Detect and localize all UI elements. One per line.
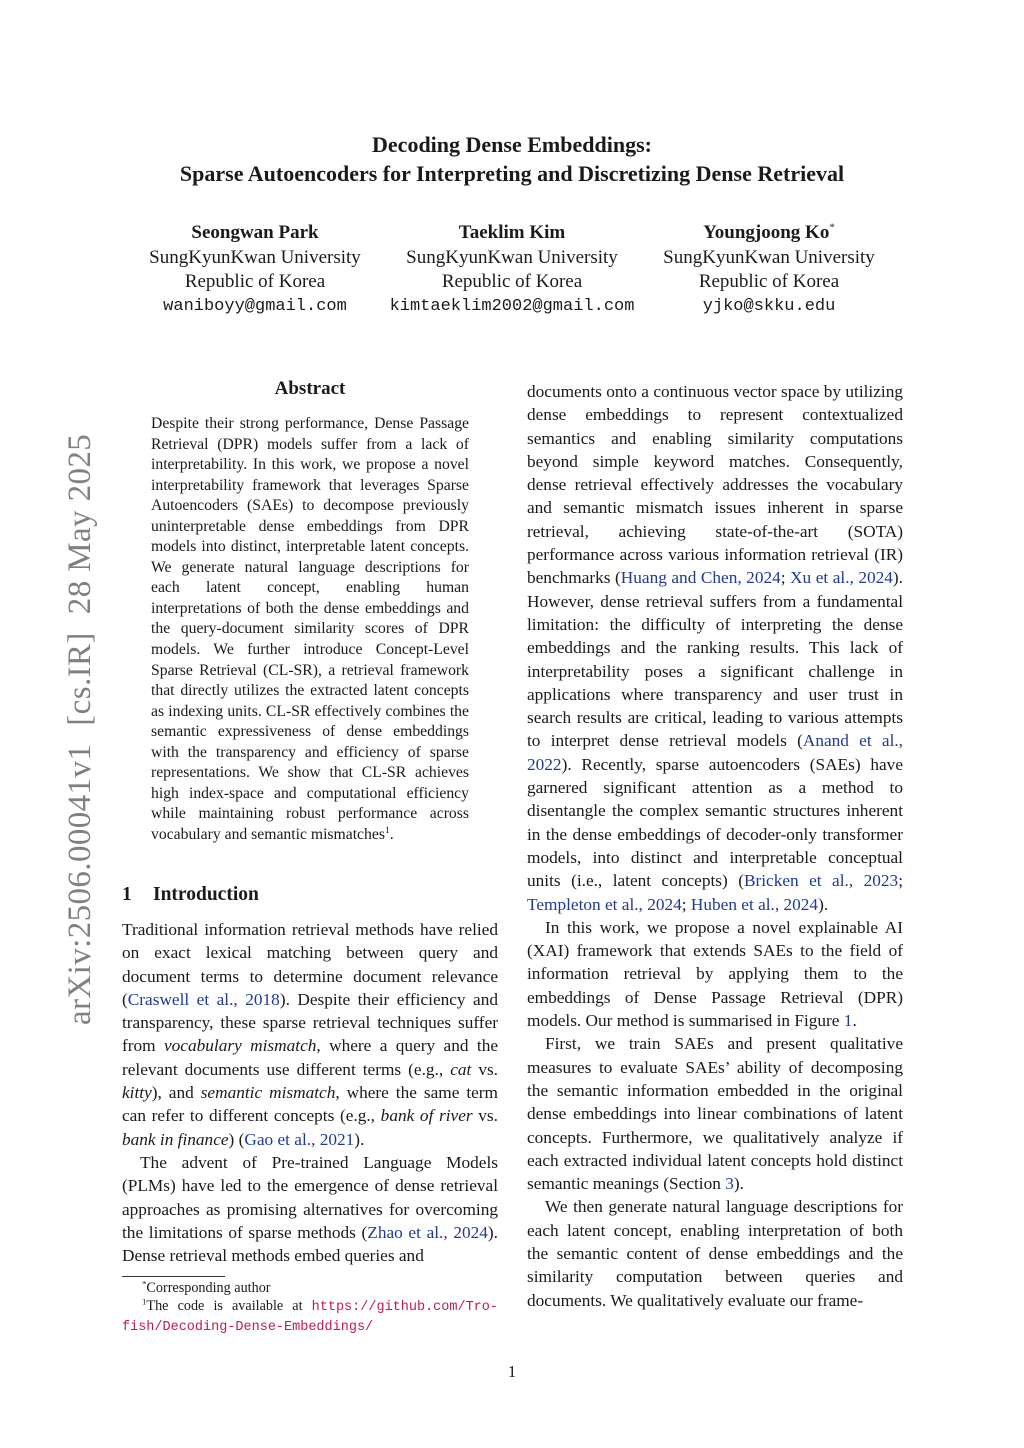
emphasis: semantic mismatch [200, 1083, 336, 1103]
author-country: Republic of Korea [698, 271, 840, 292]
text: ). Dense retrieval methods embed queries and [122, 1222, 498, 1266]
author-country: Republic of Korea [184, 271, 326, 292]
paragraph [527, 916, 903, 1032]
author-affiliation: SungKyunKwan University [149, 246, 361, 268]
footnote-corresponding [122, 1279, 498, 1297]
text: , where the same term can refer to different concepts (e.g., [122, 1083, 499, 1126]
abstract-end: . [389, 825, 394, 843]
footnote-mark: * [142, 1278, 147, 1289]
paragraph [527, 380, 903, 916]
abstract-heading: Abstract [274, 378, 346, 399]
citation-link[interactable]: Craswell et al., 2018 [127, 989, 280, 1009]
citation-link[interactable]: Anand et al., 2022 [527, 731, 904, 774]
paragraph [527, 1195, 903, 1311]
text: The advent of Pre-trained Language Models (PLMs) have led to the emergence of dense retrieval approaches as promising alternatives for overcoming the limitations of sparse methods ( [122, 1152, 498, 1242]
text: ) ( [228, 1129, 245, 1149]
author-3 [639, 221, 899, 319]
abstract-text: Despite their strong performance, Dense Passage Retrieval (DPR) models suffer from a lack of interpretability. In this work, we propose a novel interpretability framework that leverages Sparse Autoencoders (SAEs) to decompose previously uninterpretable dense embeddings from DPR models into distinct, interpretable latent concepts. We generate natural language descriptions for each latent concept, enabling human interpretations of both the dense embeddings and the query-document similarity scores of DPR models. We further introduce Concept-Level Sparse Retrieval (CL-SR), a retrieval framework that directly utilizes the extracted latent concepts as indexing units. CL-SR effectively combines the semantic expressiveness of dense embeddings with the transparency and efficiency of sparse representations. We show that CL-SR achieves high index-space and computational efficiency while maintaining robust performance across vocabulary and semantic mismatches [151, 415, 469, 843]
text: ). [733, 1174, 744, 1194]
emphasis: vocabulary mismatch [164, 1036, 317, 1056]
text: ; [681, 894, 691, 914]
arxiv-category: [cs.IR] [62, 632, 98, 726]
arxiv-id: arXiv:2506.00041v1 [62, 743, 98, 1025]
arxiv-sidebar-stamp [62, 416, 99, 1025]
emphasis: cat [450, 1059, 472, 1079]
author-affiliation: SungKyunKwan University [663, 246, 875, 268]
citation-link[interactable]: Xu et al., 2024 [790, 568, 893, 588]
arxiv-date: 28 May 2025 [62, 433, 98, 615]
code-url-link[interactable]: https://github.com/Tro-fish/Decoding-Dense-Embeddings/ [122, 1300, 498, 1335]
author-email[interactable]: kimtaeklim2002@gmail.com [389, 296, 635, 316]
text: ; [898, 871, 903, 891]
text: In this work, we propose a novel explainable AI (XAI) framework that extends SAEs to the field of information retrieval by applying them to the embeddings of Dense Passage Retrieval (DPR) models. Our method is summarised in Figure [527, 917, 903, 1031]
text: First, we train SAEs and present qualitative measures to evaluate SAEs’ ability of decomposing the semantic information embedded in the original dense embeddings into linear combinations of latent concepts. Furthermore, we qualitatively analyze if each extracted individual latent concepts hold distinct semantic meanings (Section [527, 1034, 903, 1194]
text: Traditional information retrieval methods have relied on exact lexical matching between query and document terms to determine document relevance ( [122, 920, 498, 1009]
author-affiliation: SungKyunKwan University [406, 246, 618, 268]
paper-title [0, 130, 1024, 188]
text: , where a query and the relevant documents use different terms (e.g., [122, 1036, 498, 1079]
left-column [122, 918, 498, 1267]
section-number: 1 [122, 884, 132, 905]
footnote-text: Corresponding author [146, 1280, 271, 1296]
footnote-mark: 1 [142, 1296, 147, 1307]
author-name: Taeklim Kim [458, 222, 566, 243]
citation-link[interactable]: Huben et al., 2024 [690, 894, 819, 914]
right-column [527, 380, 903, 1312]
text: ). Recently, sparse autoencoders (SAEs) have garnered significant attention as a method to disentangle the complex semantic structures inherent in the dense embeddings of decoder-only transformer models, into distinct and interpretable conceptual units (i.e., latent concepts) ( [527, 754, 903, 891]
footnote-text: The code is available at [146, 1298, 312, 1314]
text: documents onto a continuous vector space by utilizing dense embeddings to represent contextualized semantics and enabling similarity computations beyond simple keyword matches. Consequently, dense retrieval effectively addresses the vocabulary and semantic mismatch issues inherent in sparse retrieval, achieving state-of-the-art (SOTA) performance across various information retrieval (IR) benchmarks ( [527, 382, 903, 588]
title-line-2: Sparse Autoencoders for Interpreting and Discretizing Dense Retrieval [179, 161, 845, 186]
citation-link[interactable]: Huang and Chen, 2024 [620, 568, 781, 588]
text: We then generate natural language descriptions for each latent concept, enabling interpretation of both the semantic content of dense embeddings and the similarity computation between queries and documents. We qualitatively evaluate our frame- [527, 1197, 903, 1310]
section-heading-introduction [122, 884, 259, 906]
section-title: Introduction [153, 884, 259, 905]
author-name: Youngjoong Ko [703, 222, 830, 243]
emphasis: bank in finance [122, 1129, 229, 1149]
section-ref-link[interactable]: 3 [725, 1174, 734, 1194]
text: vs. [471, 1059, 499, 1079]
author-2 [382, 221, 642, 319]
paragraph [122, 1151, 498, 1267]
footnote-divider [122, 1276, 225, 1277]
text: ; [780, 568, 791, 588]
author-name: Seongwan Park [191, 222, 319, 243]
page-number: 1 [507, 1362, 517, 1381]
citation-link[interactable]: Templeton et al., 2024 [527, 894, 682, 914]
citation-link[interactable]: Bricken et al., 2023 [743, 871, 899, 891]
text: ). Despite their efficiency and transparency, these sparse retrieval techniques suffer from [122, 989, 499, 1056]
author-email[interactable]: yjko@skku.edu [702, 296, 836, 316]
author-email[interactable]: waniboyy@gmail.com [163, 296, 347, 316]
author-1 [125, 221, 385, 319]
emphasis: kitty [122, 1083, 152, 1103]
footnote-ref[interactable]: 1 [384, 824, 390, 836]
figure-ref-link[interactable]: 1 [843, 1011, 853, 1031]
paragraph [122, 918, 498, 1151]
emphasis: bank of river [380, 1106, 473, 1126]
text: ). However, dense retrieval suffers from a fundamental limitation: the difficulty of interpreting the dense embeddings and the ranking results. This lack of interpretability poses a significant challenge in applications where transparency and user trust in search results are critical, leading to various attempts to interpret dense retrieval models ( [527, 568, 903, 751]
paragraph [527, 1032, 903, 1195]
text: ). [354, 1129, 365, 1149]
footnote-code [122, 1297, 498, 1337]
title-line-1: Decoding Dense Embeddings: [372, 132, 652, 157]
citation-link[interactable]: Zhao et al., 2024 [367, 1222, 488, 1242]
text: . [852, 1011, 857, 1031]
abstract-body [151, 414, 469, 845]
footnotes [122, 1279, 498, 1337]
text: ), and [151, 1083, 201, 1103]
text: ). [818, 894, 829, 914]
text: vs. [472, 1106, 498, 1126]
corresponding-mark: * [829, 221, 835, 234]
author-country: Republic of Korea [441, 271, 583, 292]
citation-link[interactable]: Gao et al., 2021 [244, 1129, 355, 1149]
